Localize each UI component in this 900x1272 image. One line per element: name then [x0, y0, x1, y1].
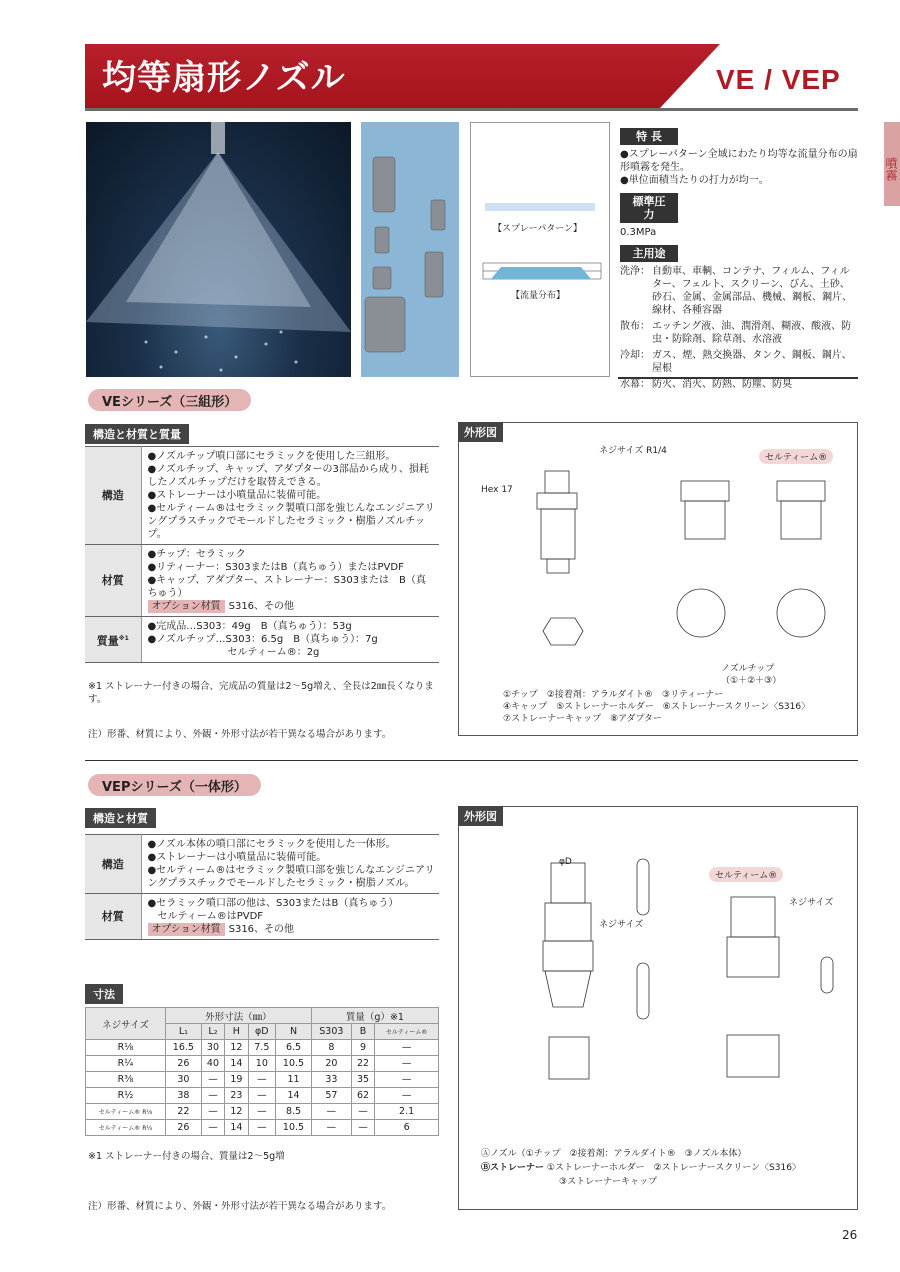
- spec-row: 構造 ●ノズル本体の噴口部にセラミックを使用した一体形。 ●ストレーナーは小噴量品に装備可能。 ●セルティーム®はセラミック製噴口部を強じんなエンジニアリングプラスチックでモールドしたセラミック・樹脂ノズル。: [85, 835, 439, 894]
- parts-photo: [361, 122, 459, 377]
- side-tab: 噴霧: [884, 122, 900, 206]
- table-row: セルティーム® R⅛ 22 — 12 — 8.5 — — 2.1: [86, 1104, 439, 1120]
- pressure-heading: 標準圧力: [620, 193, 678, 223]
- use-row: 洗浄： 自動車、車輌、コンテナ、フィルム、フィルター、フェルト、スクリーン、びん、土砂、砂石、金属、金属部品、機械、鋼板、鋼片、線材、各種容器: [620, 266, 852, 316]
- feature-item: ●単位面積当たりの打力が均一。: [620, 175, 769, 186]
- ve-footnote: ※1 ストレーナー付きの場合、完成品の質量は2～5g増え、全長は2㎜長くなります。: [88, 681, 434, 705]
- vep-note: 注）形番、材質により、外観・外形寸法が若干異なる場合があります。: [88, 1201, 392, 1212]
- ve-diagram: 外形図 ネジサイズ R1/4 Hex 17 セルティーム® ノズルチップ （①＋②＋③） ①チップ ②接着剤：アラルダイト® ③リティーナー ④キャップ ⑤ストレーナーホルダー ⑥ストレーナースクリーン〈S316〉 ⑦ストレーナーキャップ ⑧アダプター: [458, 422, 858, 736]
- ve-spec-table: [85, 446, 439, 663]
- spec-row: 材質 ●セラミック噴口部の他は、S303またはB（真ちゅう） セルティーム®はPVDF オプション材質 S316、その他: [85, 894, 439, 940]
- model-code: VE / VEP: [716, 64, 841, 95]
- ve-series-pill: VEシリーズ（三組形）: [88, 389, 251, 411]
- flow-distribution-caption: 【流量分布】: [511, 291, 566, 301]
- spray-photo: [86, 122, 351, 377]
- ve-diagram-heading: 外形図: [458, 422, 503, 442]
- spec-row: 構造 ●ノズルチップ噴口部にセラミックを使用した三組形。 ●ノズルチップ、キャップ、アダプターの3部品から成り、損耗したノズルチップだけを取替えできる。 ●ストレーナーは小噴量品に装備可能。 ●セルティーム®はセラミック製噴口部を強じんなエンジニアリングプラスチックでモールドしたセラミック・樹脂ノズルチップ。: [85, 447, 439, 545]
- spec-row: 材質 ●チップ：セラミック ●リティーナー：S303またはB（真ちゅう）またはPVDF ●キャップ、アダプター、ストレーナー：S303または B（真ちゅう） オプション材質 S316、その他: [85, 545, 439, 617]
- pressure-value: 0.3MPa: [620, 227, 657, 238]
- section-divider: [85, 760, 858, 761]
- header-rule: [85, 108, 858, 111]
- spray-pattern-figure: [470, 122, 610, 377]
- features-panel: [620, 128, 858, 391]
- option-material-badge: オプション材質: [148, 923, 225, 936]
- features-rule: [618, 377, 858, 379]
- vep-block-heading: 構造と材質: [85, 808, 156, 828]
- page-title: 均等扇形ノズル: [102, 58, 346, 98]
- pattern-illustration: [471, 123, 609, 376]
- vep-diagram-heading: 外形図: [458, 806, 503, 826]
- uses-heading: 主用途: [620, 245, 678, 262]
- use-row: 冷却： ガス、煙、熱交換器、タンク、鋼板、鋼片、屋根: [620, 350, 852, 374]
- dims-heading: 寸法: [85, 984, 123, 1004]
- use-row: 水幕： 防火、消火、防熱、防塵、防臭: [620, 379, 792, 390]
- spec-row: 質量$^{※1}$ ●完成品…S303：49g B（真ちゅう）：53g ●ノズルチップ…S303：6.5g B（真ちゅう）：7g セルティーム®：2g: [85, 617, 439, 663]
- feature-item: ●スプレーパターン全域にわたり均等な流量分布の扇形噴霧を発生。: [620, 149, 858, 173]
- spray-illustration: [86, 122, 351, 377]
- table-row: R⅛ 16.5 30 12 7.5 6.5 8 9 —: [86, 1040, 439, 1056]
- ve-legend: ①チップ ②接着剤：アラルダイト® ③リティーナー ④キャップ ⑤ストレーナーホルダー ⑥ストレーナースクリーン〈S316〉 ⑦ストレーナーキャップ ⑧アダプター: [503, 690, 811, 724]
- table-row: セルティーム® R¼ 26 — 14 — 10.5 — — 6: [86, 1120, 439, 1136]
- ve-note: 注）形番、材質により、外観・外形寸法が若干異なる場合があります。: [88, 729, 392, 740]
- dimensions-table: ネジサイズ 外形寸法（㎜） 質量（g）※1 L₁ L₂ H φD N S303 B セルティーム® R⅛ 16.5 30 12 7.5 6.5 8 9 — R¼ 26 40 14 10 10.5 20 22 — R⅜ 30 — 19 — 11 33 35 — R½ 38 — 23 — 14 57 62 — セルティーム® R⅛ 22 — 12 — 8.5 — — 2.1 セルティーム® R¼ 26 — 14 — 10.5 — — 6: [85, 1007, 439, 1136]
- table-row: R¼ 26 40 14 10 10.5 20 22 —: [86, 1056, 439, 1072]
- use-row: 散布： エッチング液、油、潤滑剤、糊液、酸液、防虫・防除剤、除草剤、水溶液: [620, 321, 852, 345]
- vep-diagram: 外形図 セルティーム® ネジサイズ ネジサイズ φD Ⓐノズル（①チップ ②接着剤：アラルダイト® ③ノズル本体） Ⓑストレーナー ①ストレーナーホルダー ②ストレーナースクリーン〈S316〉 ③ストレーナーキャップ: [458, 806, 858, 1210]
- vep-spec-table: [85, 834, 439, 940]
- ve-block-heading: 構造と材質と質量: [85, 424, 189, 444]
- page-number: 26: [842, 1228, 858, 1242]
- table-row: R⅜ 30 — 19 — 11 33 35 —: [86, 1072, 439, 1088]
- spray-pattern-caption: 【スプレーパターン】: [493, 224, 583, 234]
- parts-illustration: [361, 122, 459, 377]
- vep-legend: Ⓐノズル（①チップ ②接着剤：アラルダイト® ③ノズル本体） Ⓑストレーナー ①ストレーナーホルダー ②ストレーナースクリーン〈S316〉 ③ストレーナーキャップ: [481, 1149, 801, 1187]
- vep-series-pill: VEPシリーズ（一体形）: [88, 774, 261, 796]
- table-row: R½ 38 — 23 — 14 57 62 —: [86, 1088, 439, 1104]
- option-material-badge: オプション材質: [148, 600, 225, 613]
- vep-footnote: ※1 ストレーナー付きの場合、質量は2～5g増: [88, 1151, 285, 1162]
- features-heading: 特 長: [620, 128, 678, 145]
